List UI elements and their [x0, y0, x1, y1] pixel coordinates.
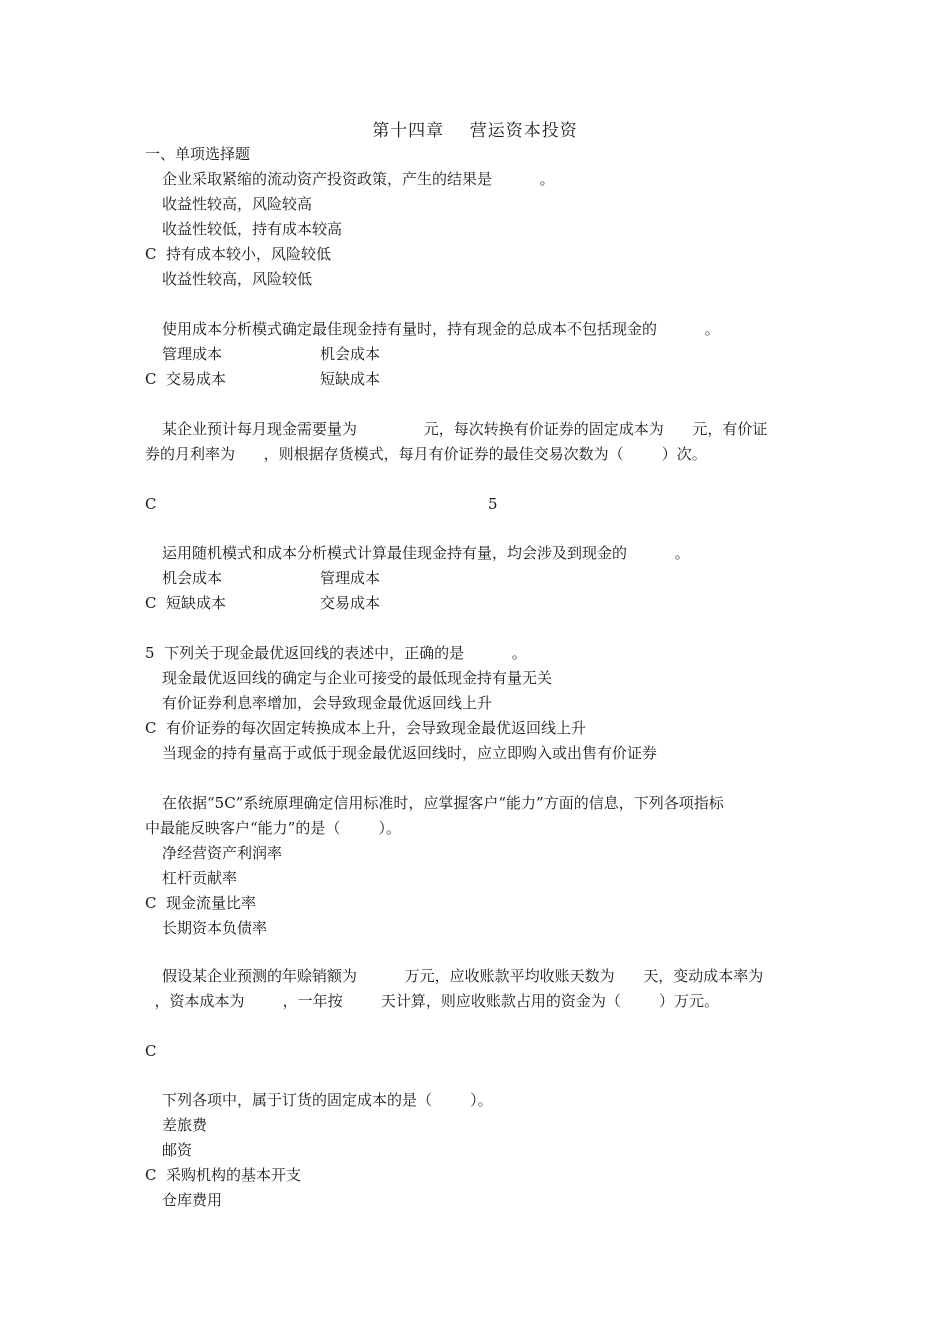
question-1-option-d: 收益性较高，风险较低 — [162, 270, 313, 288]
question-7-stem-line-2: ，资本成本为 ，一年按 天计算，则应收账款占用的资金为（ ）万元。 — [145, 992, 719, 1010]
question-5-option-a: 现金最优返回线的确定与企业可接受的最低现金持有量无关 — [162, 669, 553, 687]
question-3-option-c: C — [145, 495, 157, 513]
question-6-option-b: 杠杆贡献率 — [162, 869, 238, 887]
question-3-option-value: 5 — [488, 495, 498, 513]
question-7-option-c: C — [145, 1042, 157, 1060]
question-6-option-d: 长期资本负债率 — [162, 919, 268, 937]
question-4-option-d: 交易成本 — [320, 594, 381, 612]
question-8-option-c: C 采购机构的基本开支 — [145, 1166, 302, 1184]
question-3-stem-line-1: 某企业预计每月现金需要量为 元，每次转换有价证券的固定成本为 元，有价证 — [162, 420, 768, 438]
question-8-option-b: 邮资 — [162, 1141, 193, 1159]
question-6-option-a: 净经营资产利润率 — [162, 844, 283, 862]
question-1-option-b: 收益性较低，持有成本较高 — [162, 220, 343, 238]
question-4-stem: 运用随机模式和成本分析模式计算最佳现金持有量，均会涉及到现金的 。 — [162, 544, 690, 562]
question-3-stem-line-2: 券的月利率为 ，则根据存货模式，每月有价证券的最佳交易次数为（ ）次。 — [145, 445, 707, 463]
question-4-option-a: 机会成本 — [162, 569, 223, 587]
question-6-stem-line-2: 中最能反映客户“能力”的是（ ）。 — [145, 819, 401, 837]
question-5-option-c: C 有价证券的每次固定转换成本上升，会导致现金最优返回线上升 — [145, 719, 587, 737]
question-1-option-a: 收益性较高，风险较高 — [162, 195, 313, 213]
question-2-option-c: C 交易成本 — [145, 370, 227, 388]
question-2-stem: 使用成本分析模式确定最佳现金持有量时，持有现金的总成本不包括现金的 。 — [162, 320, 720, 338]
section-heading: 一、单项选择题 — [145, 145, 251, 163]
question-8-stem: 下列各项中，属于订货的固定成本的是（ ）。 — [162, 1091, 493, 1109]
question-2-option-b: 机会成本 — [320, 345, 381, 363]
page-title: 第十四章 营运资本投资 — [372, 121, 578, 141]
question-4-option-c: C 短缺成本 — [145, 594, 227, 612]
question-2-option-a: 管理成本 — [162, 345, 223, 363]
question-4-option-b: 管理成本 — [320, 569, 381, 587]
question-8-option-d: 仓库费用 — [162, 1191, 223, 1209]
question-6-stem-line-1: 在依据“5C”系统原理确定信用标准时，应掌握客户“能力”方面的信息，下列各项指标 — [162, 794, 724, 812]
question-1-option-c: C 持有成本较小，风险较低 — [145, 245, 332, 263]
question-1-stem: 企业采取紧缩的流动资产投资政策，产生的结果是 。 — [162, 170, 555, 188]
question-5-option-b: 有价证券利息率增加，会导致现金最优返回线上升 — [162, 694, 493, 712]
question-5-stem: 5 下列关于现金最优返回线的表述中，正确的是 。 — [145, 644, 527, 662]
question-7-stem-line-1: 假设某企业预测的年赊销额为 万元，应收账款平均收账天数为 天，变动成本率为 — [162, 967, 764, 985]
question-6-option-c: C 现金流量比率 — [145, 894, 257, 912]
question-2-option-d: 短缺成本 — [320, 370, 381, 388]
question-8-option-a: 差旅费 — [162, 1116, 208, 1134]
question-5-option-d: 当现金的持有量高于或低于现金最优返回线时，应立即购入或出售有价证券 — [162, 744, 658, 762]
